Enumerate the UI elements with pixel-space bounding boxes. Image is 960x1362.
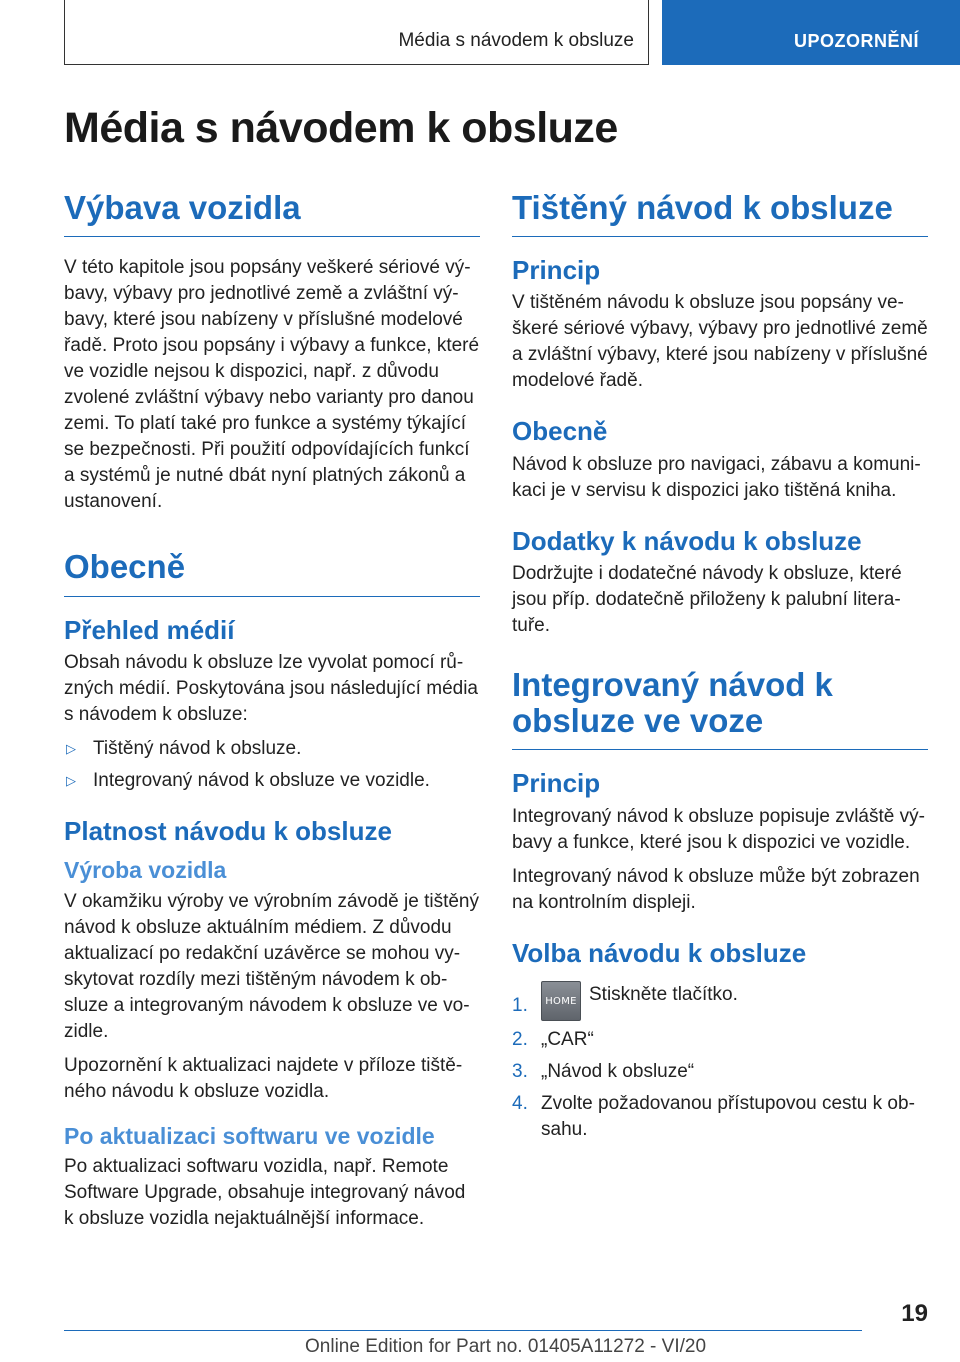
paragraph: Návod k obsluze pro navigaci, zábavu a komunikaci je v servisu k dispozici jako tištěná kniha. xyxy=(512,453,921,501)
list-item-text: Tištěný návod k obsluze. xyxy=(93,737,302,759)
list-item xyxy=(64,736,480,762)
subheading-platnost: Platnost návodu k obsluze xyxy=(64,815,392,846)
home-button-icon: HOME xyxy=(541,981,581,1021)
paragraph: Integrovaný návod k obsluze popisuje zvláště výbavy a funkce, které jsou k dispozici ve vozidle. xyxy=(512,805,925,853)
subheading-princip: Princip xyxy=(512,768,601,799)
step-text: „CAR“ xyxy=(541,1028,594,1050)
subheading-volba: Volba návodu k obsluze xyxy=(512,937,807,968)
step-item xyxy=(512,981,928,1021)
step-item xyxy=(512,1027,928,1053)
step-number: 2. xyxy=(512,1028,528,1050)
right-column xyxy=(512,190,928,1143)
paragraph: Dodržujte i dodatečné návody k obsluze, které jsou příp. dodatečně přiloženy k palubní literatuře. xyxy=(512,562,902,636)
step-text: „Návod k obsluze“ xyxy=(541,1060,695,1082)
footer-edition: Online Edition for Part no. 01405A11272 - VI/20 xyxy=(305,1336,707,1357)
step-number: 3. xyxy=(512,1060,528,1082)
page-title: Média s návodem k obsluze xyxy=(64,104,618,152)
subsubheading-po-aktualizaci: Po aktualizaci softwaru ve vozidle xyxy=(64,1122,435,1149)
paragraph: Po aktualizaci softwaru vozidla, např. Remote Software Upgrade, obsahuje integrovaný návod k obsluze vozidla nejaktuálnější informace. xyxy=(64,1156,466,1230)
subheading-prehled: Přehled médií xyxy=(64,614,235,645)
footer-divider xyxy=(64,1330,862,1331)
page-number: 19 xyxy=(901,1300,928,1327)
paragraph: V této kapitole jsou popsány veškeré sériové výbavy, výbavy pro jednotlivé země a zvláštní výbavy, které jsou nabízeny v příslušné modelové řadě. Proto jsou popsány i výbavy a funkce, které ve vozidle nejsou k dispozici, např. z důvodu zvolené zvláštní výbavy nebo varianty pro danou zemi. To platí také pro funkce a systémy týkající se bezpečnosti. Při použití odpovídajících funkcí a systémů je nutné dbát nyní platných zákonů a ustanovení. xyxy=(64,257,480,513)
list-item xyxy=(64,768,480,794)
header-tab-warnings[interactable] xyxy=(662,0,960,65)
section-heading-vybava: Výbava vozidla xyxy=(64,190,480,237)
triangle-bullet-icon: ▷ xyxy=(66,740,76,756)
header-box xyxy=(64,0,649,65)
step-item xyxy=(512,1059,928,1085)
step-text: Stiskněte tlačítko. xyxy=(589,983,738,1005)
step-number: 4. xyxy=(512,1092,528,1114)
section-heading-integrovany: Integrovaný návod k obsluze ve voze xyxy=(512,667,928,751)
paragraph: Obsah návodu k obsluze lze vyvolat pomocí různých médií. Poskytována jsou následující média s návodem k obsluze: xyxy=(64,651,478,725)
section-heading-obecne: Obecně xyxy=(64,549,480,596)
triangle-bullet-icon: ▷ xyxy=(66,772,76,788)
section-heading-tisteny: Tištěný návod k obsluze xyxy=(512,190,928,237)
step-text: Zvolte požadovanou přístupovou cestu k obsahu. xyxy=(541,1092,915,1140)
header-tab-label: UPOZORNĚNÍ xyxy=(794,31,920,51)
paragraph: Upozornění k aktualizaci najdete v příloze tištěného návodu k obsluze vozidla. xyxy=(64,1054,463,1102)
header-chapter-title: Média s návodem k obsluze xyxy=(398,30,634,51)
list-item-text: Integrovaný návod k obsluze ve vozidle. xyxy=(93,769,430,791)
step-item xyxy=(512,1091,928,1143)
paragraph: Integrovaný návod k obsluze může být zobrazen na kontrolním displeji. xyxy=(512,865,920,913)
subheading-dodatky: Dodatky k návodu k obsluze xyxy=(512,525,862,556)
paragraph: V okamžiku výroby ve výrobním závodě je tištěný návod k obsluze aktuálním médiem. Z důvodu aktualizací po redakční uzávěrce se mohou vyskytovat rozdíly mezi tištěným návodem k obsluze a integrovaným návodem k obsluze ve vozidle. xyxy=(64,890,480,1042)
left-column xyxy=(64,190,480,1240)
subsubheading-vyroba: Výroba vozidla xyxy=(64,856,227,883)
step-number: 1. xyxy=(512,994,528,1016)
subheading-princip: Princip xyxy=(512,255,601,286)
paragraph: V tištěném návodu k obsluze jsou popsány veškeré sériové výbavy, výbavy pro jednotlivé země a zvláštní výbavy, které jsou nabízeny v příslušné modelové řadě. xyxy=(512,292,928,392)
subheading-obecne: Obecně xyxy=(512,416,608,447)
